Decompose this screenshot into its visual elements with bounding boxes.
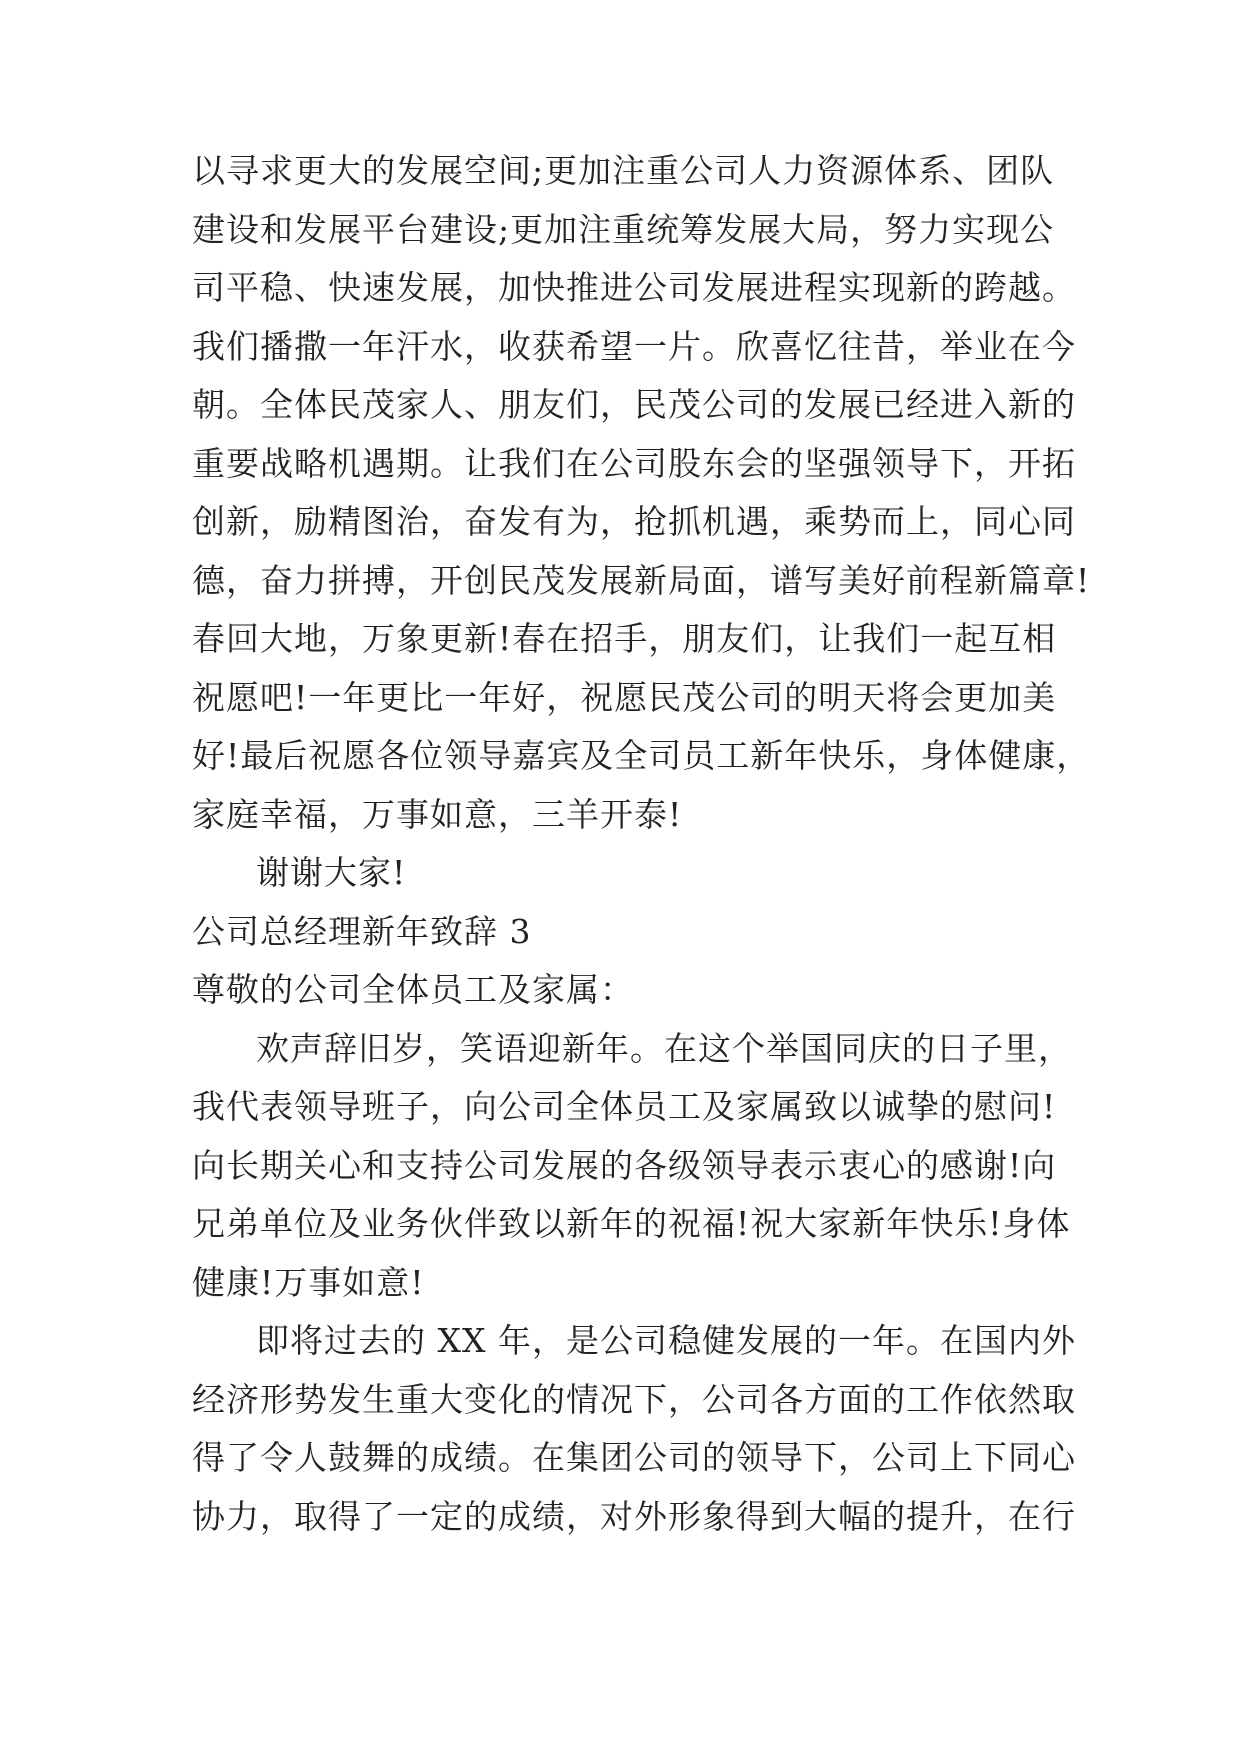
text-line: 向长期关心和支持公司发展的各级领导表示衷心的感谢!向 [192,1145,1057,1185]
text-line: 经济形势发生重大变化的情况下，公司各方面的工作依然取 [192,1379,1076,1419]
text-line: 欢声辞旧岁，笑语迎新年。在这个举国同庆的日子里， [256,1028,1072,1068]
section-heading: 公司总经理新年致辞 3 [192,911,532,951]
text-line: 司平稳、快速发展，加快推进公司发展进程实现新的跨越。 [192,268,1076,307]
text-line: 健康!万事如意! [192,1262,425,1302]
text-line: 得了令人鼓舞的成绩。在集团公司的领导下，公司上下同心 [192,1438,1076,1477]
text-line: 我代表领导班子，向公司全体员工及家属致以诚挚的慰问! [192,1087,1057,1126]
text-line: 春回大地，万象更新!春在招手，朋友们，让我们一起互相 [192,619,1057,658]
closing-thanks: 谢谢大家! [256,853,407,892]
text-line: 兄弟单位及业务伙伴致以新年的祝福!祝大家新年快乐!身体 [192,1204,1071,1243]
text-line: 协力，取得了一定的成绩，对外形象得到大幅的提升，在行 [192,1496,1076,1536]
text-line: 创新，励精图治，奋发有为，抢抓机遇，乘势而上，同心同 [192,502,1076,541]
text-line: 我们播撒一年汗水，收获希望一片。欣喜忆往昔，举业在今 [192,326,1076,366]
text-line: 重要战略机遇期。让我们在公司股东会的坚强领导下，开拓 [192,443,1076,483]
text-line: 即将过去的 XX 年，是公司稳健发展的一年。在国内外 [256,1321,1076,1360]
text-line: 好!最后祝愿各位领导嘉宾及全司员工新年快乐，身体健康， [192,736,1091,775]
text-line: 以寻求更大的发展空间;更加注重公司人力资源体系、团队 [192,151,1055,190]
document-body [192,142,1091,1546]
text-line: 朝。全体民茂家人、朋友们，民茂公司的发展已经进入新的 [192,385,1076,424]
salutation: 尊敬的公司全体员工及家属： [192,970,634,1009]
text-line: 家庭幸福，万事如意，三羊开泰! [192,794,683,834]
text-line: 德，奋力拼搏，开创民茂发展新局面，谱写美好前程新篇章! [192,560,1091,600]
text-line: 祝愿吧!一年更比一年好，祝愿民茂公司的明天将会更加美 [192,677,1057,717]
text-line: 建设和发展平台建设;更加注重统筹发展大局，努力实现公 [192,209,1055,249]
